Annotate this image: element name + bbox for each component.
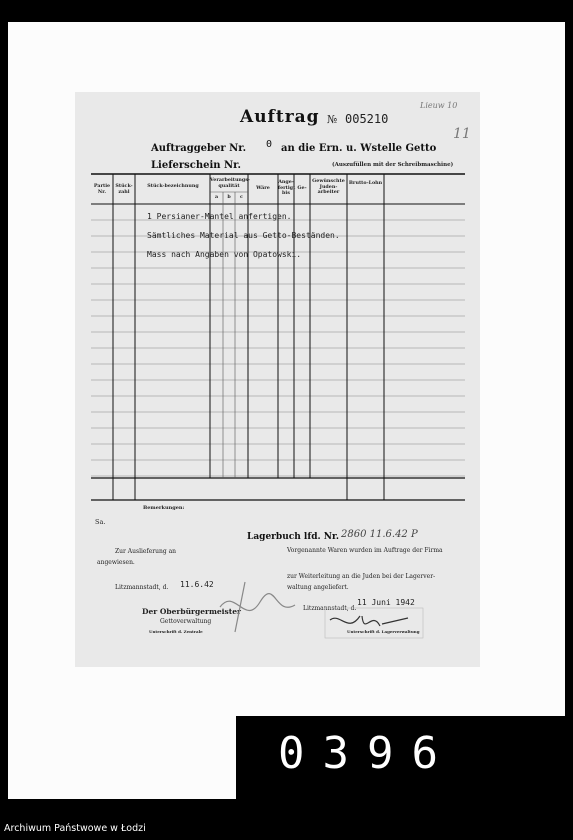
col-sub-b: b — [227, 194, 231, 200]
corner-handwritten-mark: 11 — [453, 126, 471, 142]
col-header-angefertigt: Ange-fertigt bis — [278, 179, 296, 196]
right-place-date-label: Litzmannstadt, d. — [303, 605, 357, 612]
left-office-line2: Gettoverwaltung — [160, 618, 212, 625]
order-form-sheet — [75, 92, 480, 667]
typed-line: 1 Persianer-Mantel anfertigen. — [147, 212, 292, 221]
lagerbuch-label: Lagerbuch lfd. Nr. — [247, 532, 340, 542]
film-frame-label — [236, 716, 565, 800]
auftraggeber-value: 0 — [266, 139, 273, 150]
right-line2: zur Weiterleitung an die Juden bei der Lagerver- — [287, 573, 436, 580]
col-header-bruttolohn: Brutto-Lohn — [348, 180, 383, 186]
typed-line: Sämtliches Material aus Getto-Beständen. — [147, 231, 340, 240]
order-number: 005210 — [345, 112, 389, 126]
col-header-partie: Partie Nr. — [93, 183, 111, 195]
col-header-stueckzahl: Stück-zahl — [115, 183, 133, 195]
left-angewiesen-line: angewiesen. — [97, 559, 135, 566]
left-auslieferung-line: Zur Auslieferung an — [115, 548, 177, 555]
lieferschein-note: (Auszufüllen mit der Schreibmaschine) — [332, 162, 454, 168]
right-date-stamp: 11 Juni 1942 — [357, 598, 415, 607]
left-office-line1: Der Oberbürgermeister — [142, 607, 241, 616]
left-place-date-label: Litzmannstadt, d. — [115, 584, 169, 591]
col-sub-c: c — [240, 194, 243, 200]
auftraggeber-recipient: an die Ern. u. Wstelle Getto — [281, 143, 437, 154]
table-grid — [91, 172, 465, 502]
film-number: 0396 — [278, 728, 456, 779]
document-title: Auftrag — [240, 107, 320, 127]
col-header-verarbeitungsqualitaet: Verarbeitungs-qualität — [210, 177, 250, 189]
col-header-waere: Wäre — [256, 185, 270, 191]
right-stamp-and-signature — [320, 606, 430, 642]
archive-name: Archiwum Państwowe w Łodzi — [4, 823, 146, 834]
col-header-judenarbeiter: Gewünschte Juden-arbeiter — [312, 178, 345, 195]
auftraggeber-row — [151, 139, 437, 154]
col-header-ge: Ge- — [297, 185, 307, 191]
lieferschein-label: Lieferschein Nr. — [151, 160, 241, 171]
bemerkungen-label: Bemerkungen: — [143, 505, 185, 511]
left-date: 11.6.42 — [180, 580, 214, 589]
lagerbuch-value: 2860 11.6.42 P — [341, 529, 418, 540]
col-sub-a: a — [214, 194, 219, 200]
auftraggeber-label: Auftraggeber Nr. — [151, 143, 247, 154]
right-line1: Vorgenannte Waren wurden im Auftrage der Firma — [287, 547, 443, 554]
sum-label: Sa. — [95, 518, 106, 526]
order-table — [91, 172, 465, 502]
right-signature-caption: Unterschrift d. Lagerverwaltung — [347, 629, 420, 634]
corner-handwritten-note: Lieuw 10 — [420, 101, 458, 110]
col-header-stueckbezeichnung: Stück-bezeichnung — [147, 183, 199, 189]
number-label: № — [327, 113, 338, 126]
typed-line: Mass nach Angaben von Opatowski. — [147, 250, 302, 259]
left-signature-caption: Unterschrift d. Zentrale — [149, 629, 203, 634]
right-line3: waltung angeliefert. — [287, 584, 349, 591]
